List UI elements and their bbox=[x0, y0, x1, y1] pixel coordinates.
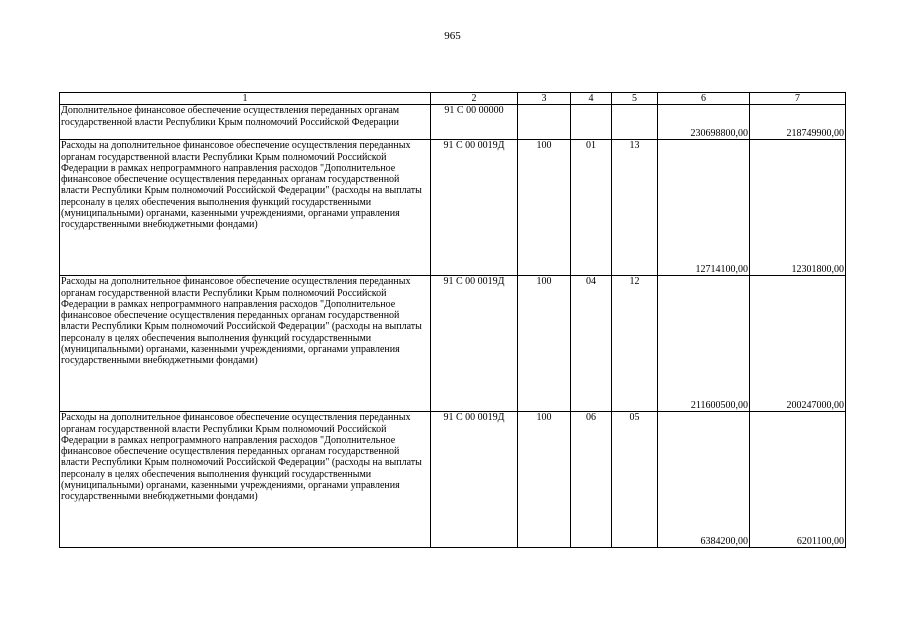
amount-year1-cell: 12714100,00 bbox=[658, 140, 750, 276]
table-row bbox=[60, 412, 846, 548]
expense-name-cell: Дополнительное финансовое обеспечение осуществления переданных органам государственной власти Республики Крым полномочий Российской Федерации bbox=[60, 105, 431, 140]
amount-year2-cell: 200247000,00 bbox=[750, 276, 846, 412]
expense-type-cell: 100 bbox=[518, 140, 571, 276]
target-article-cell: 91 С 00 00000 bbox=[431, 105, 518, 140]
subsection-cell: 13 bbox=[612, 140, 658, 276]
column-header: 7 bbox=[750, 93, 846, 105]
amount-year1-cell: 230698800,00 bbox=[658, 105, 750, 140]
amount-year2-cell: 218749900,00 bbox=[750, 105, 846, 140]
expense-type-cell bbox=[518, 105, 571, 140]
subsection-cell bbox=[612, 105, 658, 140]
column-header: 4 bbox=[571, 93, 612, 105]
column-header: 1 bbox=[60, 93, 431, 105]
expense-name-cell: Расходы на дополнительное финансовое обеспечение осуществления переданных органам государственной власти Республики Крым полномочий Российской Федерации в рамках непрограммного направления расходов "Дополнительное финансовое обеспечение осуществления переданных органам государственной власти Республики Крым полномочий Российской Федерации" (расходы на выплаты персоналу в целях обеспечения выполнения функций государственными (муниципальными) органами, казенными учреждениями, органами управления государственными внебюджетными фондами) bbox=[60, 140, 431, 276]
table-row bbox=[60, 105, 846, 140]
target-article-cell: 91 С 00 0019Д bbox=[431, 140, 518, 276]
budget-table bbox=[59, 92, 846, 548]
amount-year1-cell: 211600500,00 bbox=[658, 276, 750, 412]
section-cell: 06 bbox=[571, 412, 612, 548]
subsection-cell: 05 bbox=[612, 412, 658, 548]
page-number: 965 bbox=[444, 30, 461, 42]
amount-year2-cell: 12301800,00 bbox=[750, 140, 846, 276]
target-article-cell: 91 С 00 0019Д bbox=[431, 412, 518, 548]
table-row bbox=[60, 140, 846, 276]
expense-type-cell: 100 bbox=[518, 412, 571, 548]
amount-year1-cell: 6384200,00 bbox=[658, 412, 750, 548]
table-row bbox=[60, 276, 846, 412]
section-cell: 04 bbox=[571, 276, 612, 412]
expense-name-cell: Расходы на дополнительное финансовое обеспечение осуществления переданных органам государственной власти Республики Крым полномочий Российской Федерации в рамках непрограммного направления расходов "Дополнительное финансовое обеспечение осуществления переданных органам государственной власти Республики Крым полномочий Российской Федерации" (расходы на выплаты персоналу в целях обеспечения выполнения функций государственными (муниципальными) органами, казенными учреждениями, органами управления государственными внебюджетными фондами) bbox=[60, 276, 431, 412]
target-article-cell: 91 С 00 0019Д bbox=[431, 276, 518, 412]
column-header: 2 bbox=[431, 93, 518, 105]
section-cell bbox=[571, 105, 612, 140]
expense-name-cell: Расходы на дополнительное финансовое обеспечение осуществления переданных органам государственной власти Республики Крым полномочий Российской Федерации в рамках непрограммного направления расходов "Дополнительное финансовое обеспечение осуществления переданных органам государственной власти Республики Крым полномочий Российской Федерации" (расходы на выплаты персоналу в целях обеспечения выполнения функций государственными (муниципальными) органами, казенными учреждениями, органами управления государственными внебюджетными фондами) bbox=[60, 412, 431, 548]
subsection-cell: 12 bbox=[612, 276, 658, 412]
table-header-row bbox=[60, 93, 846, 105]
expense-type-cell: 100 bbox=[518, 276, 571, 412]
amount-year2-cell: 6201100,00 bbox=[750, 412, 846, 548]
column-header: 5 bbox=[612, 93, 658, 105]
section-cell: 01 bbox=[571, 140, 612, 276]
column-header: 6 bbox=[658, 93, 750, 105]
column-header: 3 bbox=[518, 93, 571, 105]
